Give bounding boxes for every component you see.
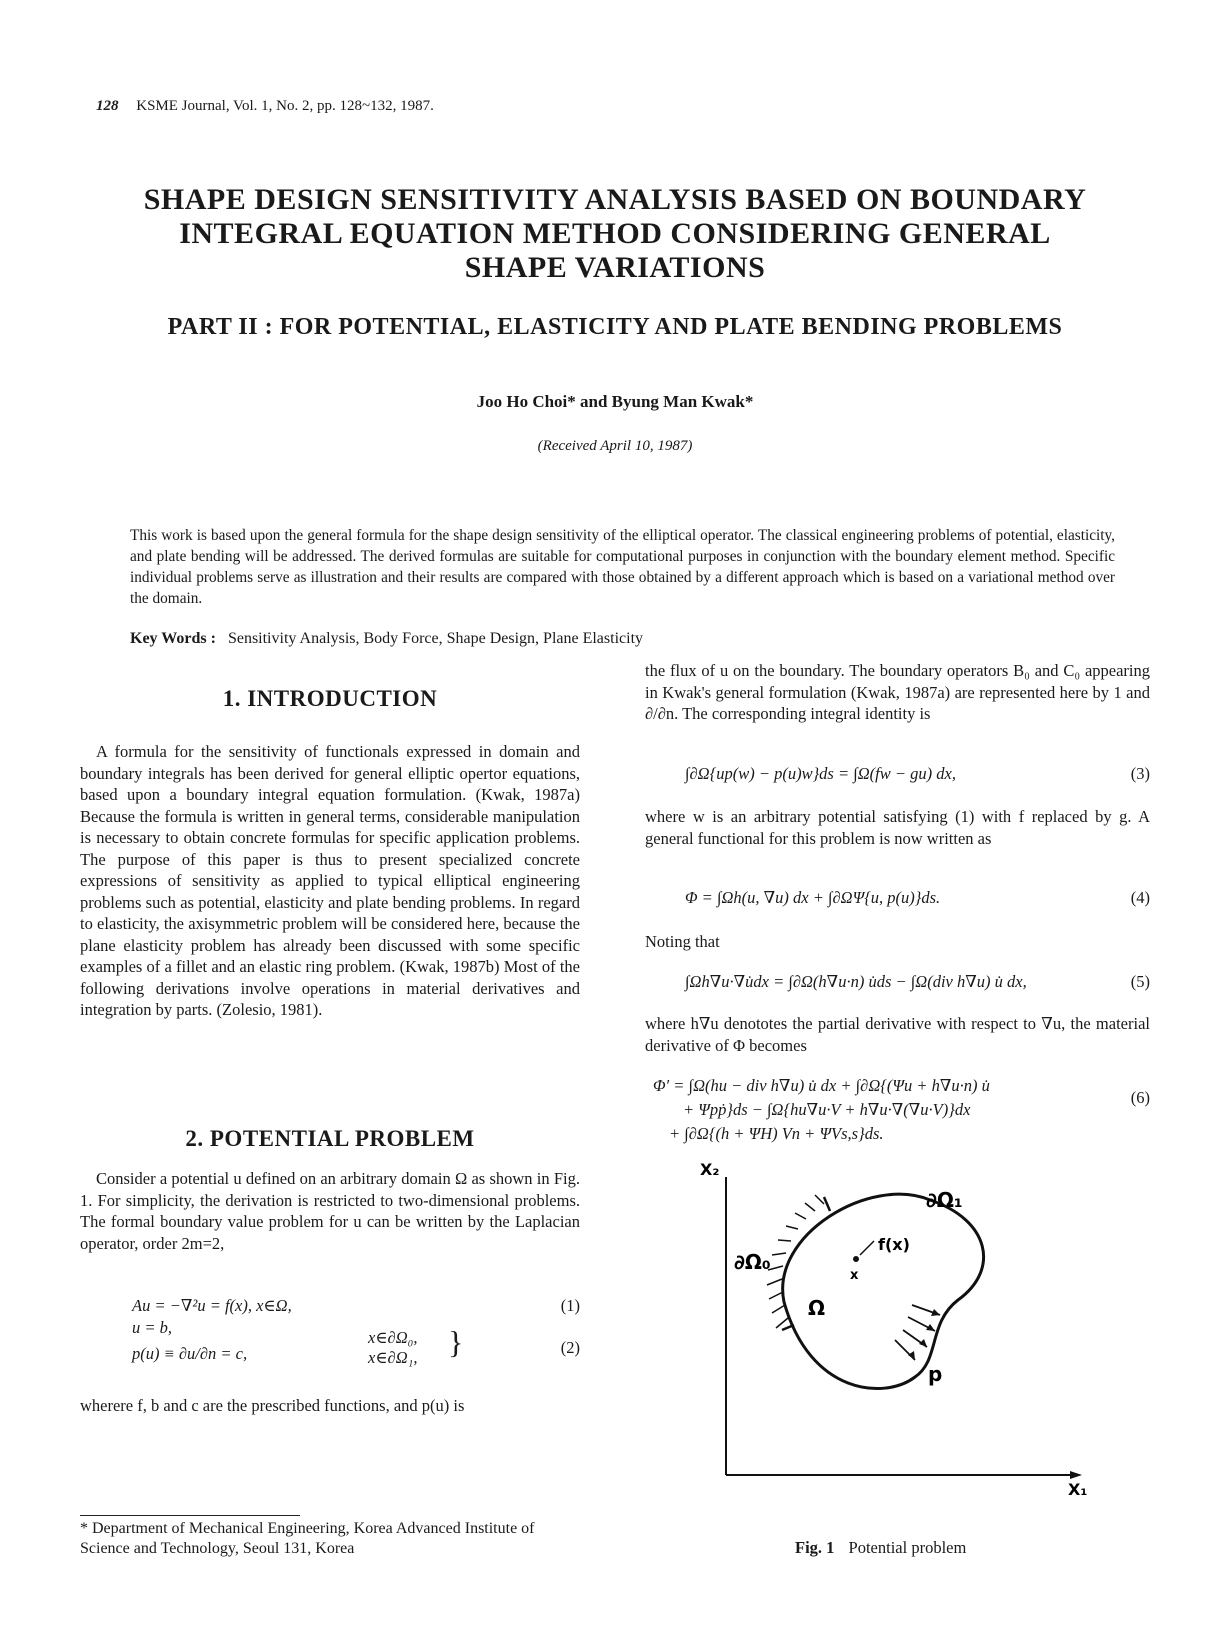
flux-label: p [928, 1362, 943, 1386]
equation-2a-domain: x∈∂Ω₀, [368, 1328, 418, 1347]
equation-1 [80, 1294, 580, 1318]
equation-2 [80, 1318, 580, 1378]
equation-1-body: Au = −∇²u = f(x), x∈Ω, [132, 1296, 292, 1315]
equation-2-number: (2) [560, 1338, 580, 1357]
abstract: This work is based upon the general formula for the shape design sensitivity of the elliptical operator. The classical engineering problems of potential, elasticity, and plate bending will be addressed. The derived formulas are suitable for computational purposes in conjunction with the boundary element method. Specific individual problems serve as illustration and their results are compared with those obtained by a different approach which is based on a variational method over the domain. [130, 527, 1115, 607]
footnote-rule [80, 1515, 300, 1516]
equation-1-number: (1) [560, 1296, 580, 1315]
introduction-text: A formula for the sensitivity of functionals expressed in domain and boundary integrals has been derived for general elliptic opertor equations, based upon a boundary integral equation formulation. (Kwak, 1987a) Because the formula is written in general terms, considerable manipulation is necessary to obtain concrete formulas for specific application problems. The purpose of this paper is thus to present specialized concrete expressions of sensitivity as applied to typical elliptical engineering problems such as potential, elasticity and plate bending problems. In regard to elasticity, the axisymmetric problem will be considered here, because the plane elasticity problem has already been discussed with some specific examples of a fillet and an elastic ring problem. (Kwak, 1987b) Most of the following derivations involve operations in material derivatives and integration by parts. (Zolesio, 1981). [80, 742, 580, 1019]
equation-5-body: ∫Ωh∇u·∇u̇dx = ∫∂Ω(h∇u·n) u̇ds − ∫Ω(div h∇u) u̇ dx, [685, 972, 1027, 991]
equation-2-brace: } [448, 1324, 464, 1360]
title-line-3: SHAPE VARIATIONS [464, 251, 766, 284]
paper-title [80, 183, 1150, 285]
equation-3 [645, 762, 1150, 786]
potential-text: Consider a potential u defined on an arbitrary domain Ω as shown in Fig. 1. For simplicity, the derivation is restricted to two-dimensional problems. The formal boundary value problem for u can be written by the Laplacian operator, order 2m=2, [80, 1169, 580, 1253]
x2-label: X₂ [700, 1160, 720, 1179]
equation-6-line-3: + ∫∂Ω{(h + ΨH) Vn + ΨVs,s}ds. [669, 1124, 884, 1143]
right-paragraph-2: where w is an arbitrary potential satisfying (1) with f replaced by g. A general functional for this problem is now written as [645, 807, 1150, 848]
equation-6 [645, 1076, 1150, 1156]
equation-5 [645, 970, 1150, 994]
equation-4-number: (4) [1130, 888, 1150, 907]
section-heading-introduction: 1. INTRODUCTION [222, 686, 438, 711]
title-line-2: INTEGRAL EQUATION METHOD CONSIDERING GENERAL [179, 217, 1051, 250]
figure-1-caption-text: Potential problem [848, 1538, 967, 1557]
journal-citation: KSME Journal, Vol. 1, No. 2, pp. 128~132, 1987. [136, 98, 434, 114]
equation-4-body: Φ = ∫Ωh(u, ∇u) dx + ∫∂ΩΨ{u, p(u)}ds. [685, 888, 941, 907]
right-paragraph-3: Noting that [645, 932, 720, 951]
right-paragraph-1: the flux of u on the boundary. The boundary operators B₀ and C₀ appearing in Kwak's general formulation (Kwak, 1987a) are represented here by 1 and ∂/∂n. The corresponding integral identity is [645, 661, 1150, 723]
page-number: 128 [96, 98, 119, 114]
right-paragraph-4: where h∇u denototes the partial derivative with respect to ∇u, the material derivative of Φ becomes [645, 1014, 1150, 1055]
f-label: f(x) [878, 1235, 910, 1254]
equation-3-body: ∫∂Ω{up(w) − p(u)w}ds = ∫Ω(fw − gu) dx, [685, 764, 956, 783]
source-point [853, 1256, 859, 1262]
paper-subtitle: PART II : FOR POTENTIAL, ELASTICITY AND PLATE BENDING PROBLEMS [167, 314, 1063, 340]
f-leader-line [860, 1241, 874, 1255]
equation-2b: p(u) ≡ ∂u/∂n = c, [132, 1344, 248, 1363]
equation-6-line-2: + Ψpṗ}ds − ∫Ω{hu∇u·V + h∇u·∇(∇u·V)}dx [683, 1100, 971, 1119]
keywords-value: Sensitivity Analysis, Body Force, Shape Design, Plane Elasticity [227, 630, 644, 647]
x1-axis-arrow [1070, 1471, 1082, 1479]
footnote: * Department of Mechanical Engineering, Korea Advanced Institute of Science and Technology, Seoul 131, Korea [80, 1520, 535, 1557]
boundary-1-label: ∂Ω₁ [926, 1188, 963, 1212]
equation-6-number: (6) [1130, 1088, 1150, 1107]
after-equation-2-text: wherere f, b and c are the prescribed functions, and p(u) is [80, 1396, 465, 1415]
equation-2a: u = b, [132, 1318, 173, 1337]
boundary-divider-upper [824, 1197, 830, 1211]
x-point-label: x [850, 1268, 859, 1283]
section-heading-potential: 2. POTENTIAL PROBLEM [185, 1126, 475, 1151]
keywords [130, 630, 1115, 648]
running-head [96, 98, 434, 115]
authors: Joo Ho Choi* and Byung Man Kwak* [476, 392, 754, 411]
equation-4 [645, 886, 1150, 910]
x1-label: X₁ [1068, 1480, 1088, 1499]
keywords-label: Key Words : [130, 630, 216, 647]
equation-6-line-1: Φ′ = ∫Ω(hu − div h∇u) u̇ dx + ∫∂Ω{(Ψu + h∇u·n) u̇ [653, 1076, 990, 1095]
domain-label: Ω [808, 1296, 826, 1320]
equation-3-number: (3) [1130, 764, 1150, 783]
equation-2b-domain: x∈∂Ω₁, [368, 1348, 418, 1367]
figure-1-diagram [690, 1155, 1090, 1500]
domain-boundary [783, 1194, 984, 1388]
title-line-1: SHAPE DESIGN SENSITIVITY ANALYSIS BASED ON BOUNDARY [143, 183, 1087, 216]
received-date: (Received April 10, 1987) [537, 438, 693, 454]
figure-1-caption [795, 1538, 966, 1558]
boundary-0-label: ∂Ω₀ [734, 1250, 771, 1274]
equation-5-number: (5) [1130, 972, 1150, 991]
figure-1-number: Fig. 1 [795, 1538, 835, 1557]
